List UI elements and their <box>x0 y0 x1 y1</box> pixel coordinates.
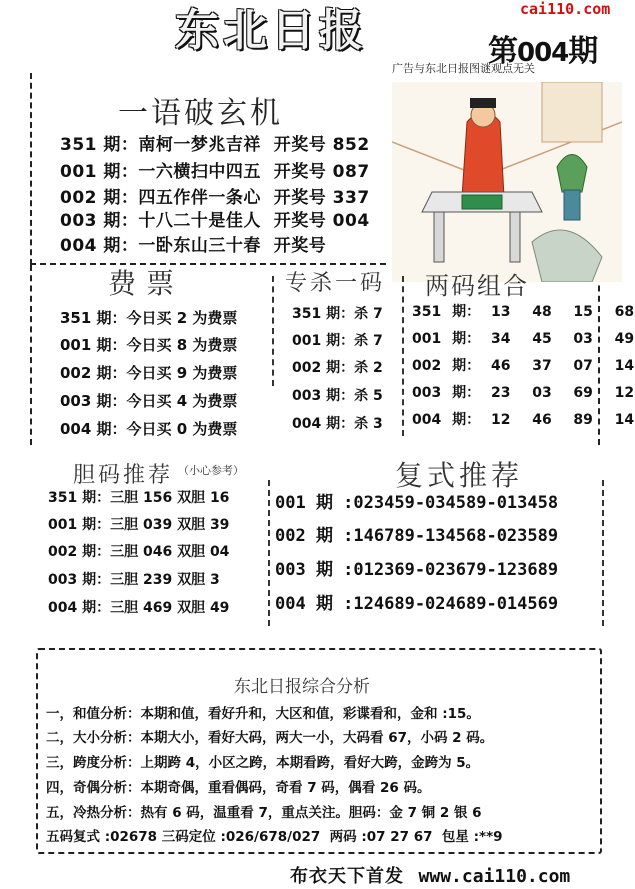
dan-row: 002 期：三胆 046 双胆 04 <box>48 544 230 560</box>
two-code-row: 351 期： 13 48 15 68 <box>412 304 635 320</box>
fee-row: 002 期：今日买 9 为费票 <box>60 364 238 382</box>
two-code-row: 002 期： 46 37 07 14 <box>412 358 635 374</box>
fee-row: 351 期：今日买 2 为费票 <box>60 309 238 327</box>
fee-row: 001 期：今日买 8 为费票 <box>60 336 238 354</box>
two-code-row: 003 期： 23 03 69 12 <box>412 385 635 401</box>
kill-row: 002 期：杀 2 <box>292 360 383 376</box>
analysis-row: 四，奇偶分析：本期奇偶，重看偶码，奇看 7 码，偶看 26 码。 <box>46 780 431 796</box>
two-code-row: 004 期： 12 46 89 14 <box>412 412 635 428</box>
analysis-row: 五码复式 :02678 三码定位 :026/678/027 两码 :07 27 67 包星 :**9 <box>46 829 503 845</box>
analysis-row: 五，冷热分析：热有 6 码，温重看 7，重点关注。胆码：金 7 铜 2 银 6 <box>46 805 482 821</box>
fushi-row: 003 期 :012369-023679-123689 <box>275 560 559 580</box>
two-code-row: 001 期： 34 45 03 49 <box>412 331 635 347</box>
footer-url[interactable]: www.cai110.com <box>418 866 571 887</box>
fee-row: 004 期：今日买 0 为费票 <box>60 420 238 438</box>
dan-row: 351 期：三胆 156 双胆 16 <box>48 490 230 506</box>
analysis-row: 三，跨度分析：上期跨 4，小区之跨，本期看跨，看好大跨，金跨为 5。 <box>46 755 480 771</box>
dan-row: 003 期：三胆 239 双胆 3 <box>48 572 220 588</box>
kill-row: 351 期：杀 7 <box>292 306 383 322</box>
two-code-title: 两码组合 <box>425 272 529 300</box>
fushi-title: 复式推荐 <box>395 459 524 492</box>
dan-row: 001 期：三胆 039 双胆 39 <box>48 517 230 533</box>
disclaimer: 广告与东北日报图谜观点无关 <box>392 62 535 75</box>
riddle-row: 002 期：四五作伴一条心 开奖号 337 <box>60 188 370 208</box>
riddle-row: 004 期：一卧东山三十春 开奖号 <box>60 236 327 256</box>
riddle-row: 351 期：南柯一梦兆吉祥 开奖号 852 <box>60 135 370 155</box>
dan-subtitle: （小心参考） <box>178 464 244 477</box>
fushi-row: 002 期 :146789-134568-023589 <box>275 526 559 546</box>
column-divider <box>402 276 404 436</box>
fee-title: 费票 <box>108 267 185 300</box>
analysis-row: 一，和值分析：本期和值，看好升和，大区和值，彩谍看和，金和 :15。 <box>46 706 480 722</box>
dan-row: 004 期：三胆 469 双胆 49 <box>48 600 230 616</box>
masthead-title: 东北日报 <box>175 5 367 56</box>
dan-title: 胆码推荐 <box>73 463 174 488</box>
kill-title: 专杀一码 <box>285 271 386 296</box>
kill-row: 003 期：杀 5 <box>292 388 383 404</box>
footer-banner <box>290 862 570 888</box>
scholar-illustration <box>392 82 622 282</box>
footer-slogan: 布衣天下首发 <box>290 866 404 887</box>
kill-row: 004 期：杀 3 <box>292 416 383 432</box>
riddle-row: 001 期：一六横扫中四五 开奖号 087 <box>60 162 370 182</box>
analysis-title: 东北日报综合分析 <box>234 677 370 697</box>
issue-number: 004 <box>517 38 569 68</box>
issue-prefix: 第 <box>488 34 517 69</box>
fee-row: 003 期：今日买 4 为费票 <box>60 392 238 410</box>
issue-suffix: 期 <box>568 34 598 69</box>
site-logo-text[interactable]: cai110.com <box>520 0 611 18</box>
fushi-row: 004 期 :124689-024689-014569 <box>275 594 559 614</box>
analysis-row: 二，大小分析：本期大小，看好大码，两大一小，大码看 67，小码 2 码。 <box>46 730 494 746</box>
riddle-row: 003 期：十八二十是佳人 开奖号 004 <box>60 211 370 231</box>
column-divider <box>272 276 274 386</box>
fushi-row: 001 期 :023459-034589-013458 <box>275 493 559 513</box>
kill-row: 001 期：杀 7 <box>292 333 383 349</box>
riddle-title: 一语破玄机 <box>118 96 283 131</box>
